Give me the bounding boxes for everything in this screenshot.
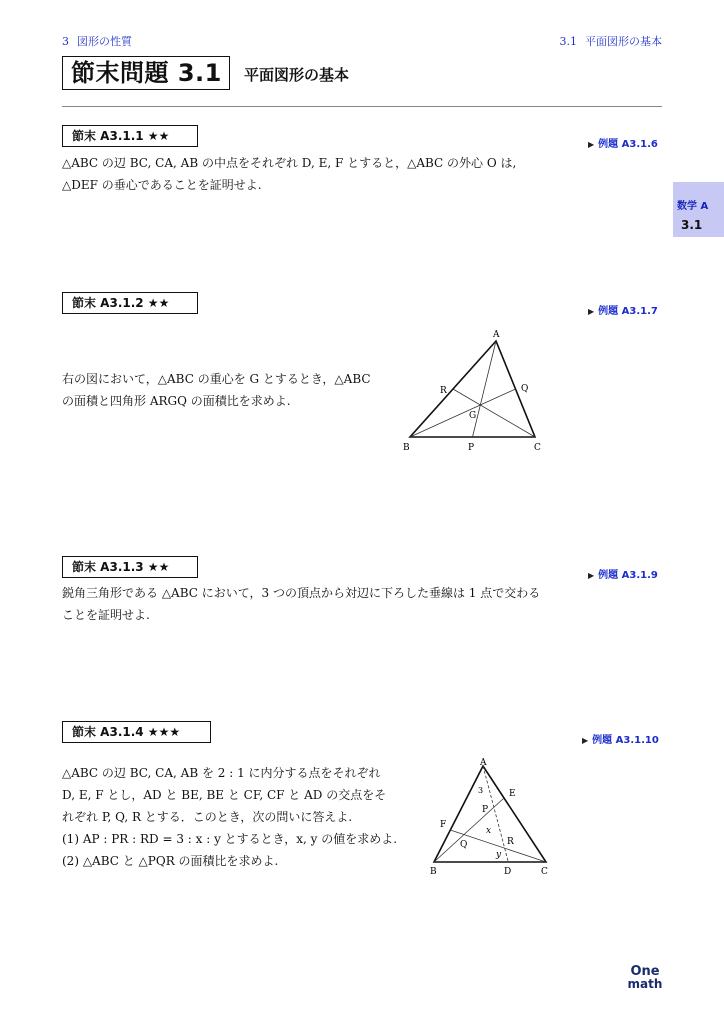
page-title: 節末問題 3.1 — [62, 56, 230, 90]
running-header-section — [560, 33, 663, 49]
triangle-right-icon: ▶ — [582, 736, 589, 745]
problem-text-2 — [62, 368, 371, 412]
triangle-right-icon: ▶ — [588, 140, 595, 149]
example-ref-2-text: 例題 A3.1.7 — [598, 306, 658, 317]
median-cr — [453, 389, 535, 437]
example-ref-3[interactable] — [588, 566, 658, 581]
median-ap — [473, 341, 497, 437]
label-e: E — [509, 789, 516, 799]
page-subtitle: 平面図形の基本 — [244, 66, 350, 84]
triangle-right-icon: ▶ — [588, 307, 595, 316]
problem-label-1: 節末 A3.1.1 ★★ — [62, 125, 198, 147]
side-tab-subject: 数学 A — [677, 201, 709, 212]
median-bq — [410, 389, 516, 437]
label-q: Q — [521, 384, 529, 394]
label-q: Q — [460, 840, 468, 850]
problem-2-line-2: の面積と四角形 ARGQ の面積比を求めよ. — [62, 394, 291, 408]
segment-be — [434, 798, 504, 862]
triangle-abc — [434, 766, 546, 862]
problem-4-line-5: (2) △ABC と △PQR の面積比を求めよ. — [62, 854, 279, 868]
chapter-title: 図形の性質 — [77, 35, 132, 48]
example-ref-4[interactable] — [582, 731, 659, 746]
figure-centroid-triangle — [395, 325, 555, 455]
example-ref-2[interactable] — [588, 302, 658, 317]
label-c: C — [541, 867, 548, 877]
example-ref-3-text: 例題 A3.1.9 — [598, 570, 658, 581]
label-f: F — [440, 820, 447, 830]
problem-4-line-4: (1) AP : PR : RD = 3 : x : y とするとき，x, y の値を求めよ. — [62, 832, 398, 846]
problem-4-line-1: △ABC の辺 BC, CA, AB を 2 : 1 に内分する点をそれぞれ — [62, 766, 381, 780]
brand-logo — [625, 965, 665, 991]
ratio-label-x: x — [486, 826, 492, 836]
problem-label-4: 節末 A3.1.4 ★★★ — [62, 721, 211, 743]
problem-1-line-2: △DEF の垂心であることを証明せよ. — [62, 178, 262, 192]
triangle-abc — [410, 341, 535, 437]
example-ref-1-text: 例題 A3.1.6 — [598, 139, 658, 150]
problem-4-line-3: れぞれ P, Q, R とする．このとき，次の問いに答えよ. — [62, 810, 353, 824]
problem-3-line-2: ことを証明せよ. — [62, 608, 150, 622]
side-tab-section: 3.1 — [681, 218, 703, 232]
ratio-label-y: y — [496, 850, 502, 860]
example-ref-4-text: 例題 A3.1.10 — [592, 735, 659, 746]
problem-text-3 — [62, 582, 540, 626]
running-header-chapter — [62, 33, 132, 49]
label-b: B — [430, 867, 437, 877]
problem-text-1 — [62, 152, 516, 196]
problem-2-line-1: 右の図において，△ABC の重心を G とするとき，△ABC — [62, 372, 371, 386]
title-divider — [62, 106, 662, 107]
label-c: C — [534, 443, 541, 453]
section-number: 3.1 — [559, 35, 577, 48]
ratio-label-3: 3 — [478, 786, 484, 795]
problem-label-2: 節末 A3.1.2 ★★ — [62, 292, 198, 314]
side-index-tab[interactable] — [673, 182, 724, 237]
figure-cevian-triangle — [424, 754, 559, 879]
label-a: A — [493, 330, 500, 340]
label-d: D — [504, 867, 512, 877]
label-p: P — [468, 443, 475, 453]
logo-line-2: math — [627, 977, 663, 991]
label-p: P — [482, 805, 489, 815]
section-title: 平面図形の基本 — [585, 35, 662, 48]
problem-1-line-1: △ABC の辺 BC, CA, AB の中点をそれぞれ D, E, F とすると，△ABC の外心 O は, — [62, 156, 517, 170]
label-g: G — [469, 411, 477, 421]
problem-3-line-1: 鋭角三角形である △ABC において，3 つの頂点から対辺に下ろした垂線は 1 点で交わる — [62, 586, 541, 600]
label-b: B — [403, 443, 410, 453]
problem-text-4 — [62, 762, 397, 872]
label-a: A — [480, 758, 487, 768]
label-r: R — [440, 386, 447, 396]
problem-4-line-2: D, E, F とし，AD と BE, BE と CF, CF と AD の交点をそ — [62, 788, 387, 802]
triangle-right-icon: ▶ — [588, 571, 595, 580]
label-r: R — [507, 837, 514, 847]
chapter-number: 3 — [62, 35, 69, 48]
problem-label-3: 節末 A3.1.3 ★★ — [62, 556, 198, 578]
logo-line-1: One — [630, 964, 660, 979]
example-ref-1[interactable] — [588, 135, 658, 150]
